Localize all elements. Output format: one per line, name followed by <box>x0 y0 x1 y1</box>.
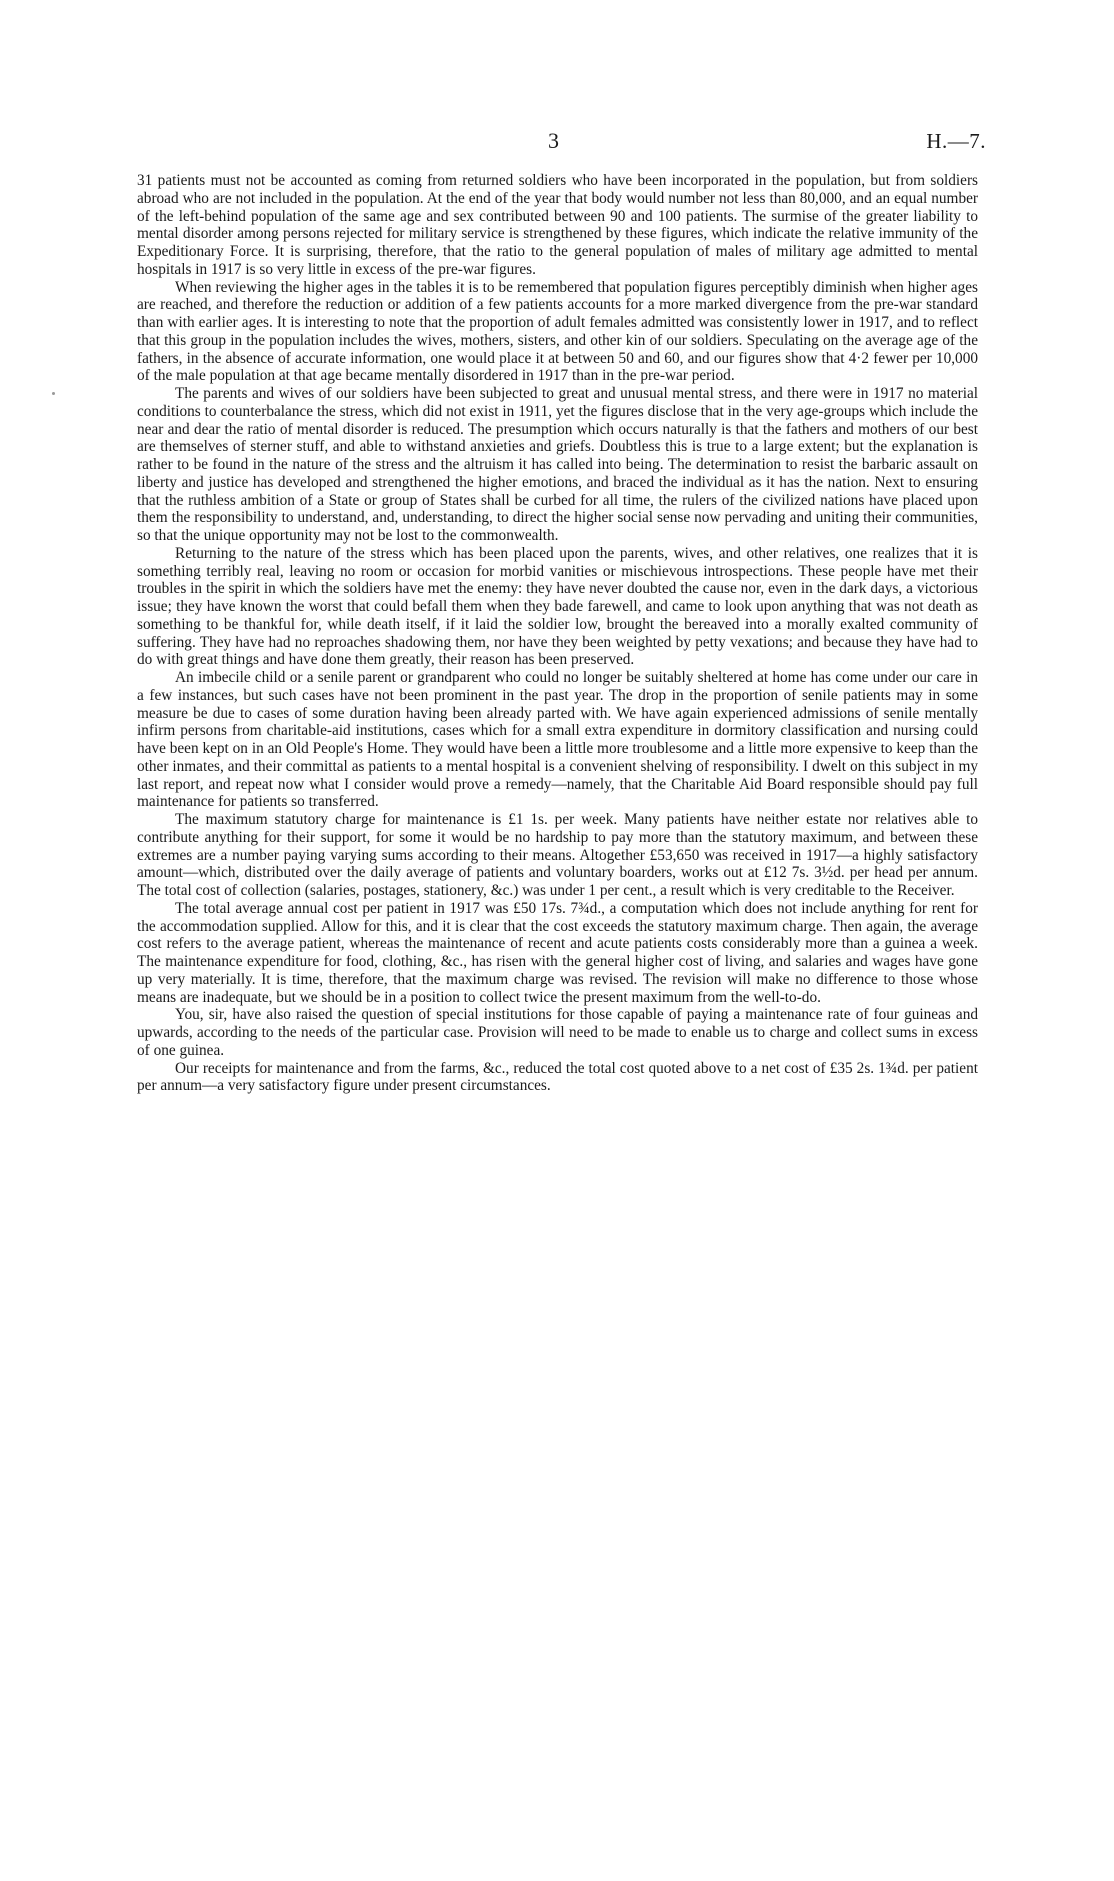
paragraph-4: Returning to the nature of the stress which has been placed upon the parents, wives, and other relatives, one realizes that it is something terribly real, leaving no room or occasion for morbid vanities or mischievous introspections. These people have met their troubles in the spirit in which the soldiers have met the enemy: they have never doubted the cause nor, even in the dark days, a victorious issue; they have known the worst that could befall them when they bade farewell, and came to look upon anything that was not death as something to be thankful for, while death itself, if it laid the soldier low, brought the bereaved into a morally exalted community of suffering. They have had no reproaches shadowing them, nor have they been weighted by petty vexations; and because they have had to do with great things and have done them greatly, their reason has been preserved. <box>137 544 978 669</box>
paragraph-2: When reviewing the higher ages in the tables it is to be remembered that population figures perceptibly diminish when higher ages are reached, and therefore the reduction or addition of a few patients accounts for a more marked divergence from the pre-war standard than with earlier ages. It is interesting to note that the proportion of adult females admitted was consistently lower in 1917, and to reflect that this group in the population includes the wives, mothers, sisters, and other kin of our soldiers. Speculating on the average age of the fathers, in the absence of accurate information, one would place it at between 50 and 60, and our figures show that 4·2 fewer per 10,000 of the male population at that age became mentally disordered in 1917 than in the pre-war period. <box>137 278 978 385</box>
paragraph-8: You, sir, have also raised the question of special institutions for those capable of paying a maintenance rate of four guineas and upwards, according to the needs of the particular case. Provision will need to be made to enable us to charge and collect sums in excess of one guinea. <box>137 1006 978 1059</box>
paragraph-3: The parents and wives of our soldiers have been subjected to great and unusual mental stress, and there were in 1917 no material conditions to counterbalance the stress, which did not exist in 1911, yet the figures disclose that in the very age-groups which include the near and dear the ratio of mental disorder is reduced. The presumption which occurs naturally is that the fathers and mothers of our best are themselves of sterner stuff, and able to withstand anxieties and griefs. Doubtless this is true to a large extent; but the explanation is rather to be found in the nature of the stress and the altruism it has called into being. The determination to resist the barbaric assault on liberty and justice has developed and strengthened the higher emotions, and braced the individual as it has the nation. Next to ensuring that the ruthless ambition of a State or group of States shall be curbed for all time, the rulers of the civilized nations have placed upon them the responsibility to understand, and, understanding, to direct the higher social sense now pervading and uniting their communities, so that the unique opportunity may not be lost to the commonwealth. <box>137 385 978 544</box>
body-text <box>137 172 978 1095</box>
paragraph-6: The maximum statutory charge for maintenance is £1 1s. per week. Many patients have neither estate nor relatives able to contribute anything for their support, for some it would be no hardship to pay more than the statutory maximum, and between these extremes are a number paying varying sums according to their means. Altogether £53,650 was received in 1917—a highly satisfactory amount—which, distributed over the daily average of patients and voluntary boarders, works out at £12 7s. 3½d. per head per annum. The total cost of collection (salaries, postages, stationery, &c.) was under 1 per cent., a result which is very creditable to the Receiver. <box>137 811 978 899</box>
page-number: 3 <box>548 128 559 153</box>
page-header <box>0 126 1114 156</box>
paragraph-9: Our receipts for maintenance and from the farms, &c., reduced the total cost quoted above to a net cost of £35 2s. 1¾d. per patient per annum—a very satisfactory figure under present circumstances. <box>137 1059 978 1095</box>
paragraph-5: An imbecile child or a senile parent or grandparent who could no longer be suitably sheltered at home has come under our care in a few instances, but such cases have not been prominent in the past year. The drop in the proportion of senile patients may in some measure be due to cases of some duration having been already parted with. We have again experienced admissions of senile mentally infirm persons from charitable-aid institutions, cases which for a small extra expenditure in dormitory classification and nursing could have been kept on in an Old People's Home. They would have been a little more troublesome and a little more expensive to keep than the other inmates, and their committal as patients to a mental hospital is a convenient shelving of responsibility. I dwelt on this subject in my last report, and repeat now what I consider would prove a remedy—namely, that the Charitable Aid Board responsible should pay full maintenance for patients so transferred. <box>137 669 978 811</box>
paragraph-7: The total average annual cost per patient in 1917 was £50 17s. 7¾d., a computation which does not include anything for rent for the accommodation supplied. Allow for this, and it is clear that the cost exceeds the statutory maximum charge. Then again, the average cost refers to the average patient, whereas the maintenance of recent and acute patients costs considerably more than a guinea a week. The maintenance expenditure for food, clothing, &c., has risen with the general higher cost of living, and salaries and wages have gone up very materially. It is time, therefore, that the maximum charge was revised. The revision will make no difference to those whose means are inadequate, but we should be in a position to collect twice the present maximum from the well-to-do. <box>137 899 978 1006</box>
paragraph-1: 31 patients must not be accounted as coming from returned soldiers who have been incorporated in the population, but from soldiers abroad who are not included in the population. At the end of the year that body would number not less than 80,000, and an equal number of the left-behind population of the same age and sex contributed between 90 and 100 patients. The surmise of the greater liability to mental disorder among persons rejected for military service is strengthened by these figures, which indicate the relative immunity of the Expeditionary Force. It is surprising, therefore, that the ratio to the general population of males of military age admitted to mental hospitals in 1917 is so very little in excess of the pre-war figures. <box>137 172 978 278</box>
document-reference: H.—7. <box>926 129 986 153</box>
margin-mark <box>52 392 55 395</box>
